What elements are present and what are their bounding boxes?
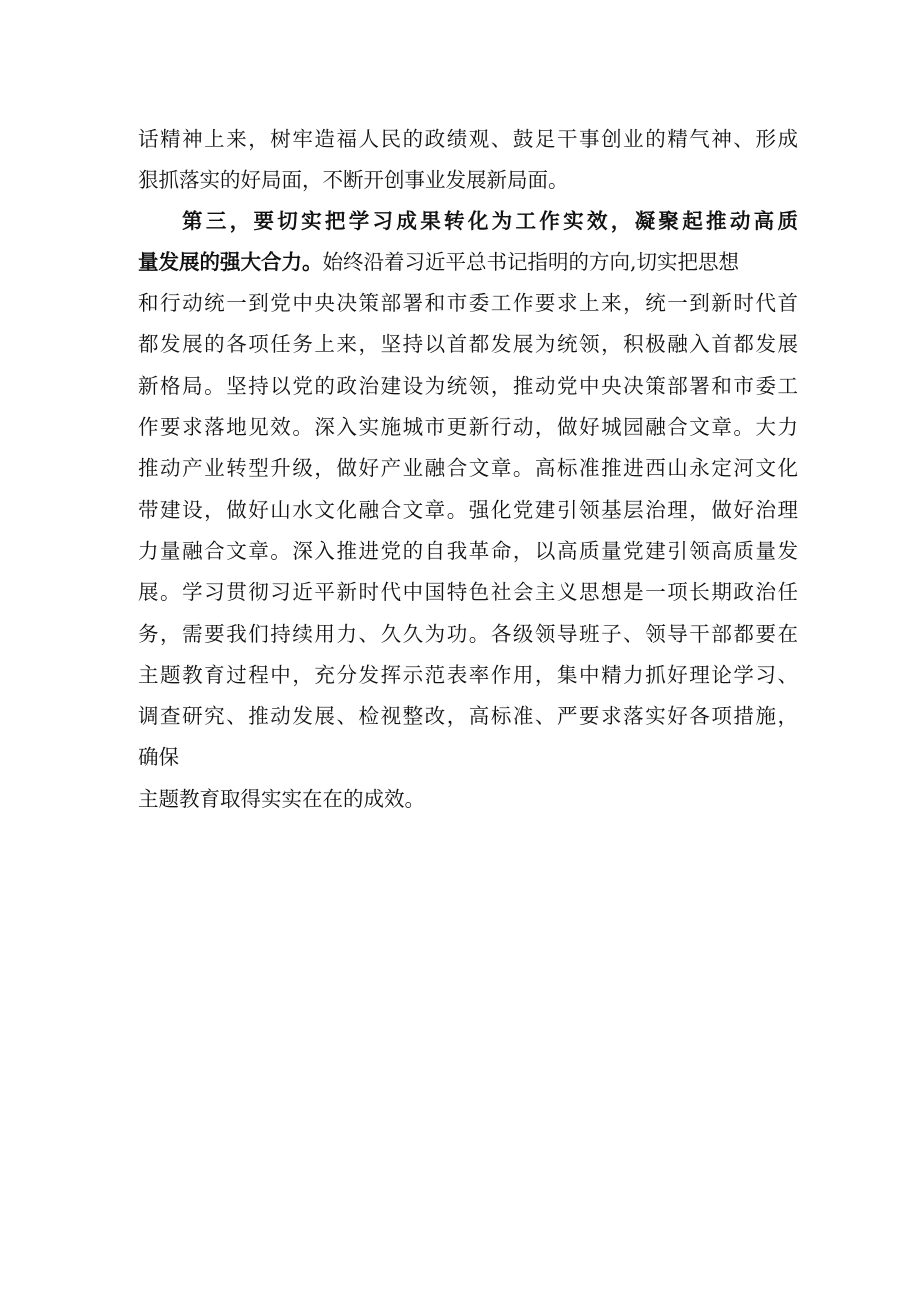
text-line-6: 都发展的各项任务上来，坚持以首都发展为统领，积极融入首都发展 <box>138 332 798 356</box>
text-line-1: 话精神上来，树牢造福人民的政绩观、鼓足干事创业的精气神、形成 <box>138 127 798 151</box>
text-line-16: 确保 <box>138 745 179 769</box>
text-line-13: 务，需要我们持续用力、久久为功。各级领导班子、领导干部都要在 <box>138 622 798 646</box>
text-line-9: 推动产业转型升级，做好产业融合文章。高标准推进西山永定河文化 <box>138 456 798 480</box>
text-line-10: 带建设，做好山水文化融合文章。强化党建引领基层治理，做好治理 <box>138 498 798 522</box>
text-line-12: 展。学习贯彻习近平新时代中国特色社会主义思想是一项长期政治任 <box>138 580 798 604</box>
section-heading-line-1: 第三，要切实把学习成果转化为工作实效，凝聚起推动高质 <box>182 209 798 233</box>
text-line-5: 和行动统一到党中央决策部署和市委工作要求上来，统一到新时代首 <box>138 291 798 315</box>
text-line-7: 新格局。坚持以党的政治建设为统领，推动党中央决策部署和市委工 <box>138 374 798 398</box>
text-line-14: 主题教育过程中，充分发挥示范表率作用，集中精力抓好理论学习、 <box>138 663 798 687</box>
text-line-17: 主题教育取得实实在在的成效。 <box>138 787 425 811</box>
section-heading-line-2 <box>138 242 798 282</box>
text-line-2: 狠抓落实的好局面，不断开创事业发展新局面。 <box>138 168 569 192</box>
text-line-8: 作要求落地见效。深入实施城市更新行动，做好城园融合文章。大力 <box>138 415 798 439</box>
section-heading-tail: 量发展的强大合力。 <box>138 250 323 274</box>
text-line-11: 力量融合文章。深入推进党的自我革命，以高质量党建引领高质量发 <box>138 539 798 563</box>
text-line-15: 调查研究、推动发展、检视整改，高标准、严要求落实好各项措施， <box>138 704 798 728</box>
paragraph-start: 始终沿着习近平总书记指明的方向,切实把思想 <box>322 250 740 274</box>
